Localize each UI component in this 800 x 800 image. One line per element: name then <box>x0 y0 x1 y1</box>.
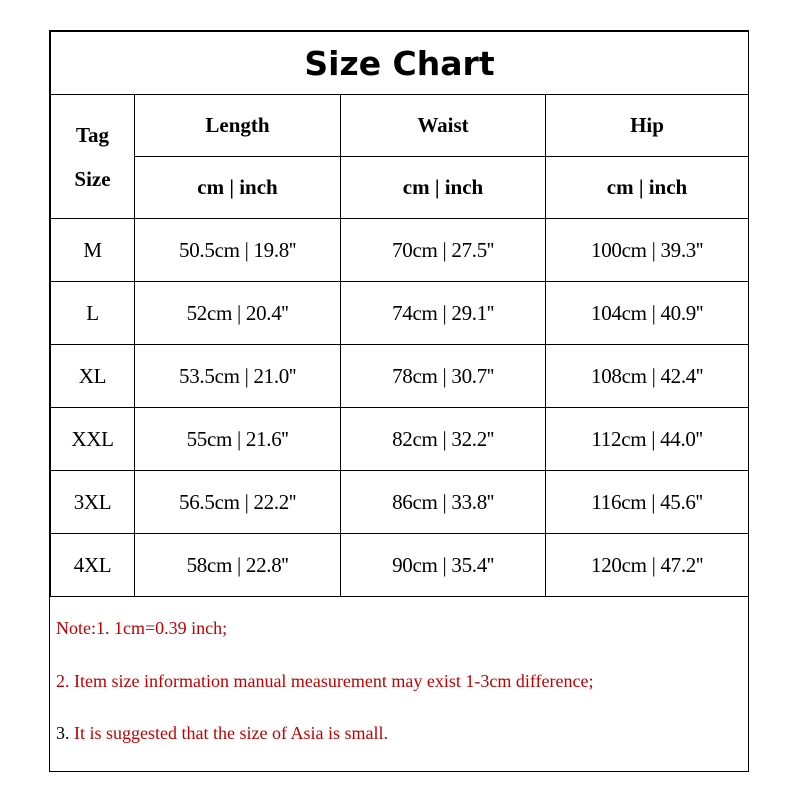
chart-title: Size Chart <box>51 32 749 95</box>
waist-cell: 70cm | 27.5'' <box>341 219 546 282</box>
waist-cell: 82cm | 32.2'' <box>341 408 546 471</box>
tag-size-cell: 4XL <box>51 534 135 597</box>
size-chart <box>49 30 749 772</box>
table-row <box>51 219 749 282</box>
hip-cell: 100cm | 39.3'' <box>546 219 749 282</box>
tag-size-header <box>51 95 135 219</box>
table-row <box>51 408 749 471</box>
table-row <box>51 282 749 345</box>
length-unit-header: cm | inch <box>135 157 341 219</box>
length-cell: 53.5cm | 21.0'' <box>135 345 341 408</box>
waist-cell: 90cm | 35.4'' <box>341 534 546 597</box>
length-cell: 56.5cm | 22.2'' <box>135 471 341 534</box>
length-cell: 55cm | 21.6'' <box>135 408 341 471</box>
size-label: Size <box>74 166 111 191</box>
waist-unit-header: cm | inch <box>341 157 546 219</box>
hip-cell: 104cm | 40.9'' <box>546 282 749 345</box>
waist-cell: 74cm | 29.1'' <box>341 282 546 345</box>
hip-cell: 108cm | 42.4'' <box>546 345 749 408</box>
length-cell: 58cm | 22.8'' <box>135 534 341 597</box>
waist-cell: 78cm | 30.7'' <box>341 345 546 408</box>
note-2: 2. Item size information manual measurement may exist 1-3cm difference; <box>56 671 594 691</box>
notes-section <box>50 596 748 771</box>
waist-cell: 86cm | 33.8'' <box>341 471 546 534</box>
tag-label: Tag <box>75 122 110 147</box>
hip-cell: 120cm | 47.2'' <box>546 534 749 597</box>
tag-size-cell: XXL <box>51 408 135 471</box>
length-header: Length <box>135 95 341 157</box>
size-table <box>50 31 749 597</box>
hip-unit-header: cm | inch <box>546 157 749 219</box>
table-row <box>51 534 749 597</box>
tag-size-cell: 3XL <box>51 471 135 534</box>
note-3-text: It is suggested that the size of Asia is small. <box>69 723 388 743</box>
table-row <box>51 345 749 408</box>
note-1: Note:1. 1cm=0.39 inch; <box>56 618 228 638</box>
tag-size-cell: L <box>51 282 135 345</box>
hip-header: Hip <box>546 95 749 157</box>
note-3-number: 3. <box>56 723 70 743</box>
tag-size-cell: M <box>51 219 135 282</box>
length-cell: 50.5cm | 19.8'' <box>135 219 341 282</box>
hip-cell: 116cm | 45.6'' <box>546 471 749 534</box>
tag-size-cell: XL <box>51 345 135 408</box>
note-3 <box>56 723 388 744</box>
length-cell: 52cm | 20.4'' <box>135 282 341 345</box>
hip-cell: 112cm | 44.0'' <box>546 408 749 471</box>
table-row <box>51 471 749 534</box>
waist-header: Waist <box>341 95 546 157</box>
